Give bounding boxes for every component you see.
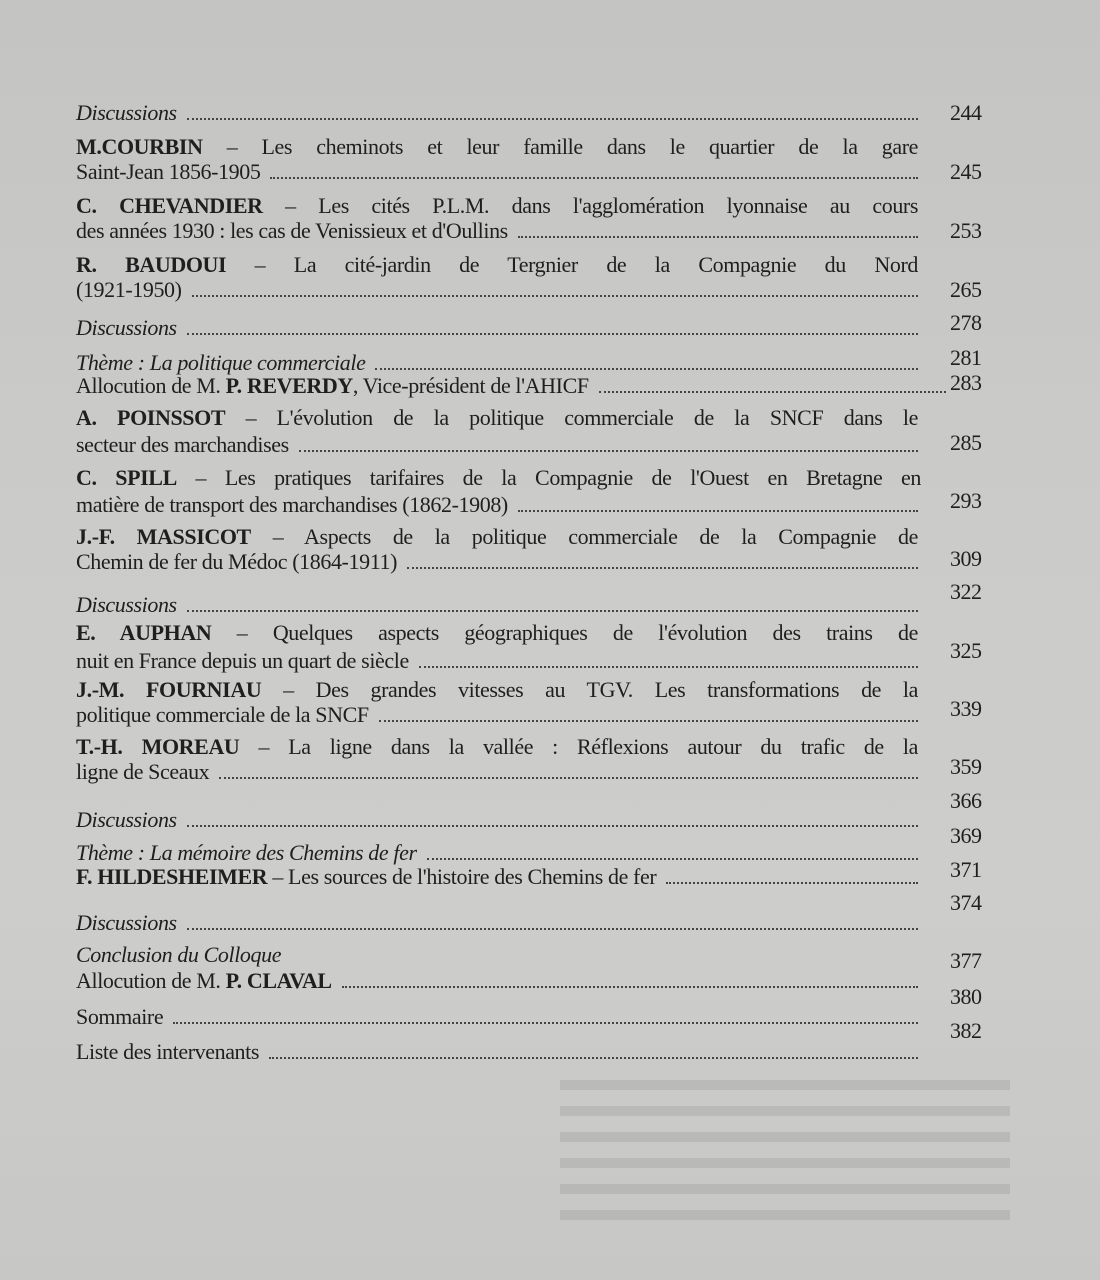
title-continued: des années 1930 : les cas de Venissieux et d'Oullins — [76, 218, 508, 243]
entry-label: Liste des intervenants — [76, 1039, 260, 1064]
toc-entry-title-line — [76, 134, 918, 160]
title-continued: politique commerciale de la SNCF — [76, 702, 369, 727]
dot-leader — [379, 720, 918, 722]
page-number: 374 — [950, 890, 982, 915]
entry-label: Discussions — [76, 592, 177, 617]
toc-entry-title-line — [76, 277, 918, 303]
toc-entry-discussions — [76, 910, 918, 936]
entry-suffix: , Vice-président de l'AHICF — [352, 373, 589, 398]
page-number: 278 — [950, 310, 982, 335]
author: J.-M. FOURNIAU — [76, 677, 262, 702]
dot-leader — [269, 1057, 918, 1059]
title: – Les pratiques tarifaires de la Compagnie de l'Ouest en Bretagne en — [176, 465, 921, 490]
title-continued: (1921-1950) — [76, 277, 182, 302]
author: A. POINSSOT — [76, 405, 226, 430]
title-continued: secteur des marchandises — [76, 432, 289, 457]
entry-label: Discussions — [76, 910, 177, 935]
page-number: 245 — [950, 159, 982, 184]
author: C. SPILL — [76, 465, 177, 490]
dot-leader — [192, 295, 918, 297]
author: R. BAUDOUI — [76, 252, 227, 277]
page-number: 366 — [950, 788, 982, 813]
toc-entry-title-line — [76, 620, 918, 646]
entry-prefix: Allocution de M. — [76, 373, 226, 398]
page-number: 380 — [950, 984, 982, 1009]
title-continued: nuit en France depuis un quart de siècle — [76, 648, 409, 673]
page-number: 377 — [950, 948, 982, 973]
page-number: 281 — [950, 345, 982, 370]
entry-label: Discussions — [76, 100, 177, 125]
title-continued: Saint-Jean 1856-1905 — [76, 159, 261, 184]
toc-entry-allocution — [76, 968, 918, 994]
dot-leader — [299, 450, 918, 452]
page-number: 293 — [950, 488, 982, 513]
toc-entry-title-line — [76, 864, 918, 890]
speaker-name: P. CLAVAL — [225, 968, 332, 993]
dot-leader — [187, 928, 918, 930]
dot-leader — [173, 1022, 918, 1024]
dot-leader — [187, 118, 918, 120]
page-number: 369 — [950, 823, 982, 848]
author: C. CHEVANDIER — [76, 193, 263, 218]
entry-label: Conclusion du Colloque — [76, 942, 282, 967]
toc-entry-discussions — [76, 807, 918, 833]
page-number: 283 — [950, 370, 982, 395]
toc-entry-intervenants — [76, 1039, 918, 1065]
title: – Aspects de la politique commerciale de la Compagnie de — [250, 524, 918, 549]
dot-leader — [518, 236, 918, 238]
toc-entry-discussions — [76, 592, 918, 618]
toc-entry-sommaire — [76, 1004, 918, 1030]
title: – Des grandes vitesses au TGV. Les transformations de la — [261, 677, 918, 702]
dot-leader — [270, 177, 918, 179]
toc-entry-title-line — [76, 549, 918, 575]
toc-entry-title-line — [76, 218, 918, 244]
entry-label: Discussions — [76, 315, 177, 340]
page-number: 244 — [950, 100, 982, 125]
show-through-text — [560, 1080, 1010, 1230]
toc-entry-conclusion — [76, 942, 918, 968]
toc-entry-title-line — [76, 734, 918, 760]
title: – L'évolution de la politique commerciale de la SNCF dans le — [225, 405, 918, 430]
author: F. HILDESHEIMER — [76, 864, 268, 889]
toc-entry-title-line — [76, 252, 918, 278]
title: – La cité-jardin de Tergnier de la Compagnie du Nord — [226, 252, 918, 277]
dot-leader — [342, 986, 918, 988]
toc-entry-title-line — [76, 524, 918, 550]
dot-leader — [187, 825, 918, 827]
author: M.COURBIN — [76, 134, 203, 159]
toc-entry-theme — [76, 840, 918, 866]
dot-leader — [375, 368, 918, 370]
page-number: 339 — [950, 696, 982, 721]
page-number: 371 — [950, 857, 982, 882]
entry-label: Thème : La politique commerciale — [76, 350, 366, 375]
toc-entry-allocution — [76, 373, 946, 399]
entry-label: Sommaire — [76, 1004, 164, 1029]
title-continued: matière de transport des marchandises (1862-1908) — [76, 492, 508, 517]
dot-leader — [666, 882, 918, 884]
entry-label: Discussions — [76, 807, 177, 832]
page-number: 265 — [950, 277, 982, 302]
toc-entry-title-line — [76, 432, 918, 458]
toc-entry-discussions — [76, 100, 918, 126]
dot-leader — [187, 333, 918, 335]
page-number: 322 — [950, 579, 982, 604]
page-number: 309 — [950, 546, 982, 571]
page-number: 253 — [950, 218, 982, 243]
title: – La ligne dans la vallée : Réflexions autour du trafic de la — [239, 734, 918, 759]
dot-leader — [599, 391, 946, 393]
title: – Les cheminots et leur famille dans le quartier de la gare — [202, 134, 918, 159]
dot-leader — [427, 858, 918, 860]
toc-entry-title-line — [76, 677, 918, 703]
toc-entry-title-line — [76, 159, 918, 185]
page-number: 325 — [950, 638, 982, 663]
author: E. AUPHAN — [76, 620, 212, 645]
speaker-name: P. REVERDY — [225, 373, 353, 398]
page-number: 359 — [950, 754, 982, 779]
dot-leader — [518, 510, 918, 512]
toc-entry-discussions — [76, 315, 918, 341]
toc-entry-title-line — [76, 648, 918, 674]
dot-leader — [407, 567, 918, 569]
dot-leader — [419, 666, 918, 668]
title-continued: ligne de Sceaux — [76, 759, 210, 784]
toc-entry-title-line — [76, 759, 918, 785]
toc-entry-title-line — [76, 702, 918, 728]
title: – Quelques aspects géographiques de l'évolution des trains de — [211, 620, 918, 645]
entry-prefix: Allocution de M. — [76, 968, 226, 993]
page-number: 382 — [950, 1018, 982, 1043]
toc-entry-title-line — [76, 465, 921, 491]
title-continued: Chemin de fer du Médoc (1864-1911) — [76, 549, 397, 574]
dot-leader — [187, 610, 918, 612]
author: J.-F. MASSICOT — [76, 524, 251, 549]
entry-label: Thème : La mémoire des Chemins de fer — [76, 840, 417, 865]
title: – Les sources de l'histoire des Chemins de fer — [267, 864, 657, 889]
toc-entry-title-line — [76, 492, 918, 518]
title: – Les cités P.L.M. dans l'agglomération lyonnaise au cours — [262, 193, 918, 218]
toc-entry-title-line — [76, 193, 918, 219]
author: T.-H. MOREAU — [76, 734, 240, 759]
dot-leader — [219, 777, 918, 779]
page-number: 285 — [950, 430, 982, 455]
toc-entry-title-line — [76, 405, 918, 431]
